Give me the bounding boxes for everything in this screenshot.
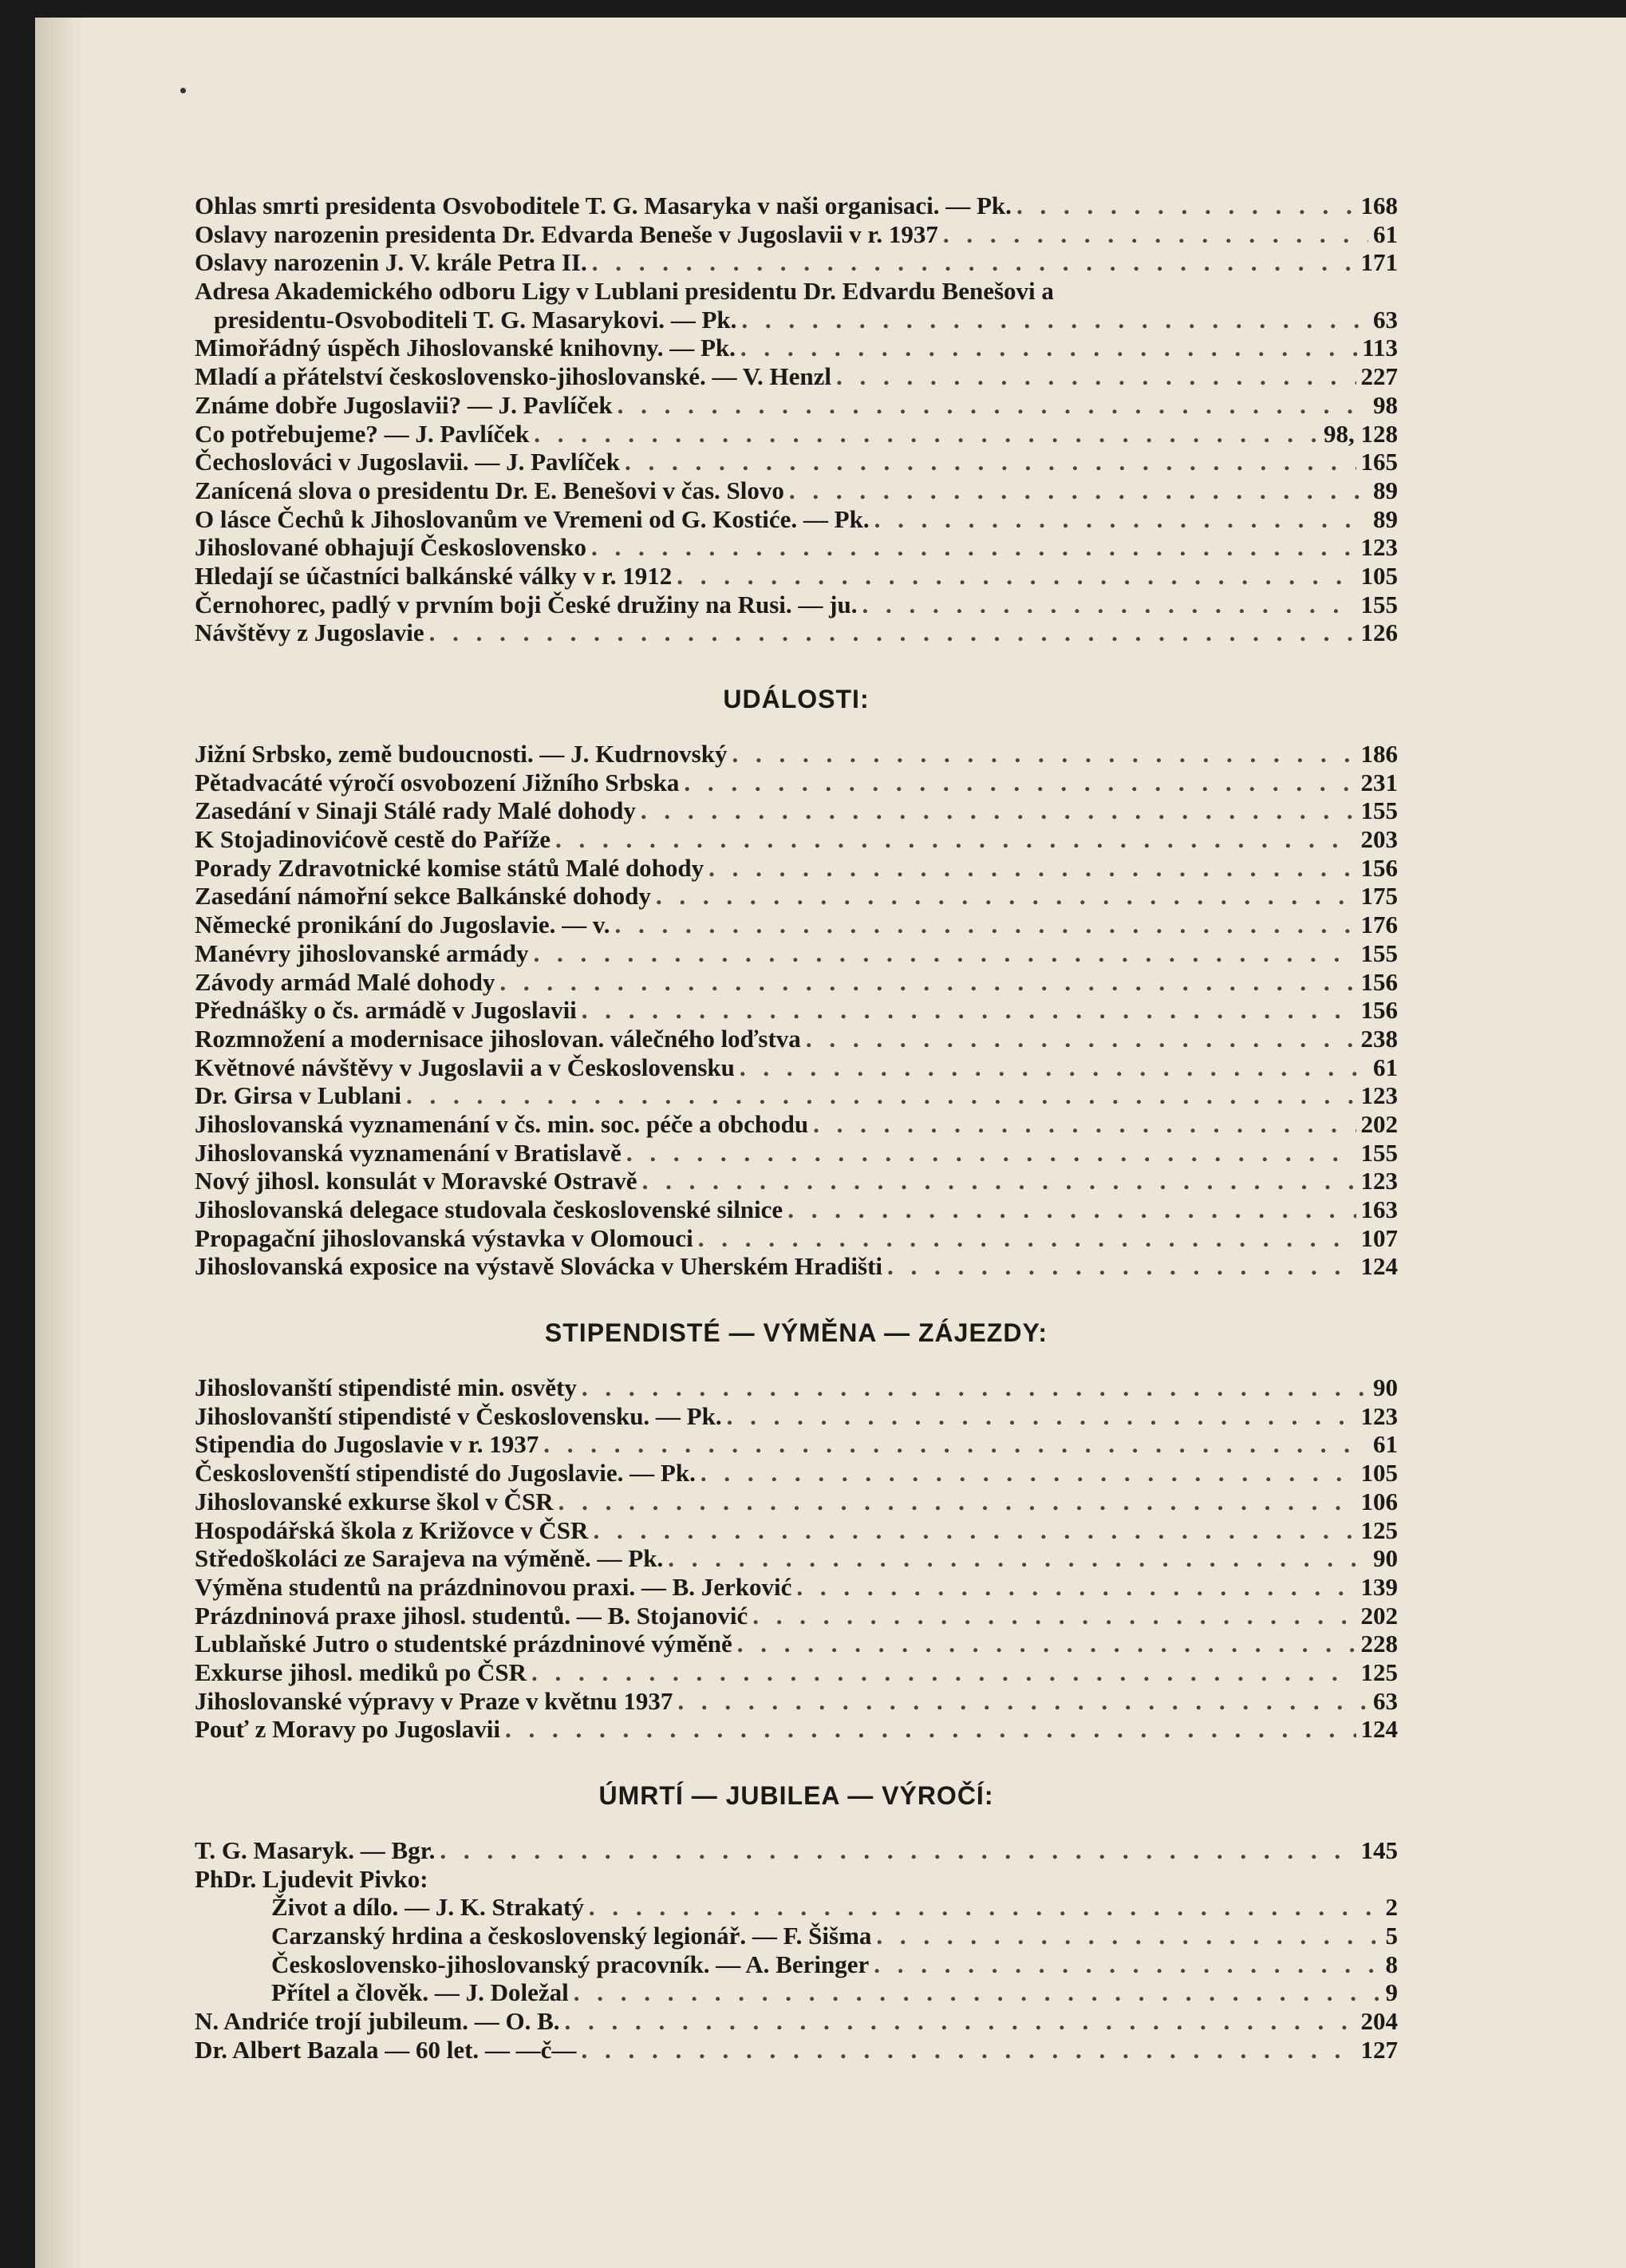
toc-entry: Jihoslovanská vyznamenání v Bratislavě . . . 155 — [195, 1139, 1398, 1168]
toc-entry: Českoslovenští stipendisté do Jugoslavie. — Pk. . . . 105 — [195, 1459, 1398, 1488]
toc-entry: Manévry jihoslovanské armády . . . 155 — [195, 939, 1398, 968]
toc-entry: Jihoslovanská exposice na výstavě Slovácka v Uherském Hradišti . . . 124 — [195, 1252, 1398, 1281]
toc-entry: T. G. Masaryk. — Bgr. . . . 145 — [195, 1836, 1398, 1865]
toc-entry: Přítel a člověk. — J. Doležal . . . 9 — [195, 1978, 1398, 2007]
toc-entry: Mimořádný úspěch Jihoslovanské knihovny. — Pk. . . . 113 — [195, 334, 1398, 362]
toc-entry: Zasedání v Sinaji Stálé rady Malé dohody . . . 155 — [195, 796, 1398, 825]
toc-entry: Známe dobře Jugoslavii? — J. Pavlíček . . . 98 — [195, 391, 1398, 420]
section-heading-stipendiste: STIPENDISTÉ — VÝMĚNA — ZÁJEZDY: — [544, 1318, 1048, 1348]
toc-entry: Jihoslovanští stipendisté min. osvěty . . . 90 — [195, 1373, 1398, 1402]
toc-entry: Hledají se účastníci balkánské války v r. 1912 . . . 105 — [195, 562, 1398, 591]
toc-entry: Jižní Srbsko, země budoucnosti. — J. Kudrnovský . . . 186 — [195, 740, 1398, 769]
ink-speck — [180, 88, 186, 93]
toc-entry: Mladí a přátelství československo-jihoslovanské. — V. Henzl . . . 227 — [195, 362, 1398, 391]
toc-entry: Nový jihosl. konsulát v Moravské Ostravě . . . 123 — [195, 1167, 1398, 1195]
toc-entry: Adresa Akademického odboru Ligy v Lublani presidentu Dr. Edvardu Benešovi a — [195, 277, 1054, 306]
toc-entry: Oslavy narozenin presidenta Dr. Edvarda Beneše v Jugoslavii v r. 1937 . . . 61 — [195, 220, 1398, 249]
toc-entry: Život a dílo. — J. K. Strakatý . . . 2 — [195, 1893, 1398, 1922]
toc-entry: Černohorec, padlý v prvním boji České družiny na Rusi. — ju. . . . 155 — [195, 591, 1398, 619]
toc-entry: Rozmnožení a modernisace jihoslovan. válečného loďstva . . . 238 — [195, 1025, 1398, 1053]
toc-entry: Návštěvy z Jugoslavie . . . 126 — [195, 618, 1398, 647]
toc-entry: Carzanský hrdina a československý legionář. — F. Šišma . . . 5 — [195, 1922, 1398, 1950]
table-of-contents — [195, 192, 1398, 2065]
toc-entry: Pětadvacáté výročí osvobození Jižního Srbska . . . 231 — [195, 769, 1398, 797]
toc-entry: Jihoslovanští stipendisté v Československu. — Pk. . . . 123 — [195, 1402, 1398, 1431]
toc-entry: Lublaňské Jutro o studentské prázdninové výměně . . . 228 — [195, 1630, 1398, 1658]
toc-entry: Přednášky o čs. armádě v Jugoslavii . . . 156 — [195, 996, 1398, 1025]
toc-entry: Jihoslovanská delegace studovala československé silnice . . . 163 — [195, 1195, 1398, 1224]
toc-entry: Hospodářská škola z Križovce v ČSR . . . 125 — [195, 1516, 1398, 1545]
toc-entry: Ohlas smrti presidenta Osvoboditele T. G. Masaryka v naši organisaci. — Pk. . . . 168 — [195, 192, 1398, 220]
toc-entry: Jihoslovanské exkurse škol v ČSR . . . 106 — [195, 1488, 1398, 1516]
toc-entry: K Stojadinovićově cestě do Paříže . . . 203 — [195, 825, 1398, 854]
toc-entry: Středoškoláci ze Sarajeva na výměně. — Pk. . . . 90 — [195, 1544, 1398, 1573]
toc-entry: Čechoslováci v Jugoslavii. — J. Pavlíček . . . 165 — [195, 448, 1398, 476]
toc-entry: Československo-jihoslovanský pracovník. — A. Beringer . . . 8 — [195, 1950, 1398, 1979]
toc-entry: Zanícená slova o presidentu Dr. E. Benešovi v čas. Slovo . . . 89 — [195, 476, 1398, 505]
toc-entry: Květnové návštěvy v Jugoslavii a v Československu . . . 61 — [195, 1053, 1398, 1082]
section-general — [195, 192, 1398, 647]
toc-entry: Jihoslované obhajují Československo . . . 123 — [195, 533, 1398, 562]
toc-entry: Co potřebujeme? — J. Pavlíček . . . 98, 128 — [195, 420, 1398, 448]
toc-entry: Německé pronikání do Jugoslavie. — v. . . . 176 — [195, 911, 1398, 939]
toc-entry: Jihoslovanská vyznamenání v čs. min. soc. péče a obchodu . . . 202 — [195, 1110, 1398, 1139]
toc-entry: Porady Zdravotnické komise států Malé dohody . . . 156 — [195, 854, 1398, 883]
toc-entry: O lásce Čechů k Jihoslovanům ve Vremeni od G. Kostiće. — Pk. . . . 89 — [195, 505, 1398, 534]
toc-entry: Dr. Albert Bazala — 60 let. — —č— . . . 127 — [195, 2036, 1398, 2065]
section-udalosti — [195, 740, 1398, 1281]
toc-entry: Závody armád Malé dohody . . . 156 — [195, 968, 1398, 997]
toc-entry: Zasedání námořní sekce Balkánské dohody . . . 175 — [195, 882, 1398, 911]
toc-entry: N. Andriće trojí jubileum. — O. B. . . . 204 — [195, 2007, 1398, 2036]
toc-entry: Pouť z Moravy po Jugoslavii . . . 124 — [195, 1715, 1398, 1744]
toc-entry: presidentu-Osvoboditeli T. G. Masarykovi. — Pk. . . . 63 — [195, 306, 1398, 334]
toc-entry: Výměna studentů na prázdninovou praxi. — B. Jerković . . . 139 — [195, 1573, 1398, 1602]
section-umrti — [195, 1836, 1398, 2065]
toc-entry: Dr. Girsa v Lublani . . . 123 — [195, 1081, 1398, 1110]
section-heading-umrti: ÚMRTÍ — JUBILEA — VÝROČÍ: — [598, 1781, 994, 1810]
toc-entry: Stipendia do Jugoslavie v r. 1937 . . . 61 — [195, 1430, 1398, 1459]
toc-entry: Oslavy narozenin J. V. krále Petra II. . . . 171 — [195, 248, 1398, 277]
toc-entry: Exkurse jihosl. mediků po ČSR . . . 125 — [195, 1658, 1398, 1687]
book-spine-shadow — [35, 18, 83, 2268]
section-heading-udalosti: UDÁLOSTI: — [723, 685, 870, 713]
toc-entry: PhDr. Ljudevit Pivko: — [195, 1864, 428, 1893]
toc-entry: Propagační jihoslovanská výstavka v Olomouci . . . 107 — [195, 1224, 1398, 1253]
toc-entry: Prázdninová praxe jihosl. studentů. — B. Stojanović . . . 202 — [195, 1602, 1398, 1630]
section-stipendiste — [195, 1373, 1398, 1744]
toc-entry: Jihoslovanské výpravy v Praze v květnu 1937 . . . 63 — [195, 1687, 1398, 1716]
